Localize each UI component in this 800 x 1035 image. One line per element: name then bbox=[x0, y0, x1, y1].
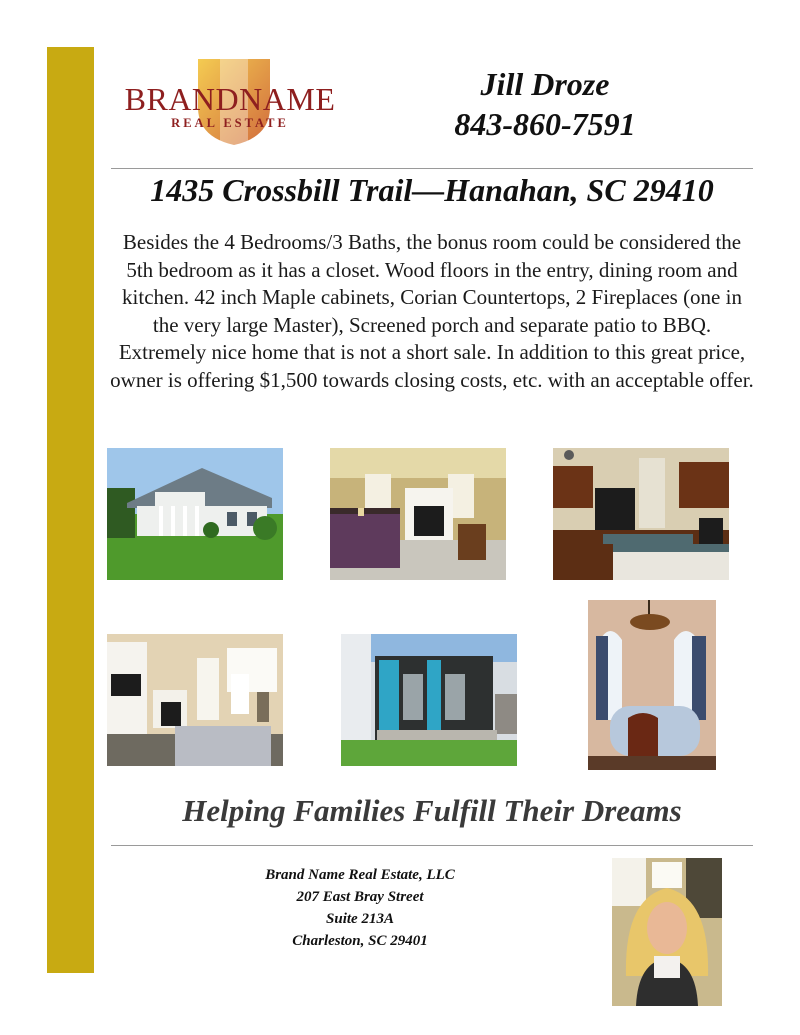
accent-bar bbox=[47, 47, 94, 973]
office-company: Brand Name Real Estate, LLC bbox=[265, 867, 455, 883]
logo-subtitle: REAL ESTATE bbox=[171, 116, 289, 130]
office-street: 207 East Bray Street bbox=[296, 889, 424, 905]
tagline: Helping Families Fulfill Their Dreams bbox=[182, 793, 682, 828]
photo-living-room bbox=[107, 634, 283, 766]
logo-wordmark: BRANDNAME bbox=[124, 81, 336, 117]
agent-portrait bbox=[612, 858, 722, 1006]
agent-phone: 843-860-7591 bbox=[454, 106, 636, 142]
photo-screened-porch bbox=[341, 634, 517, 766]
photo-kitchen bbox=[553, 448, 729, 580]
divider-bottom bbox=[111, 845, 753, 846]
brand-logo bbox=[116, 57, 344, 152]
office-address-block bbox=[225, 864, 495, 952]
listing-address: 1435 Crossbill Trail—Hanahan, SC 29410 bbox=[150, 172, 714, 208]
photo-dining-room bbox=[588, 600, 716, 770]
divider-top bbox=[111, 168, 753, 169]
office-city: Charleston, SC 29401 bbox=[292, 933, 428, 949]
photo-exterior-front bbox=[107, 448, 283, 580]
agent-name: Jill Droze bbox=[480, 66, 610, 102]
photo-master-bedroom bbox=[330, 448, 506, 580]
listing-description: Besides the 4 Bedrooms/3 Baths, the bonus room could be considered the 5th bedroom as it has a closet. Wood floors in the entry, dining room and kitchen. 42 inch Maple cabinets, Corian Countertops, 2 Fireplaces (one in the very large Master), Screened porch and separate patio to BBQ. Extremely nice home that is not a short sale. In addition to this great price, owner is offering $1,500 towards closing costs, etc. with an acceptable offer. bbox=[110, 230, 754, 392]
office-suite: Suite 213A bbox=[326, 911, 394, 927]
